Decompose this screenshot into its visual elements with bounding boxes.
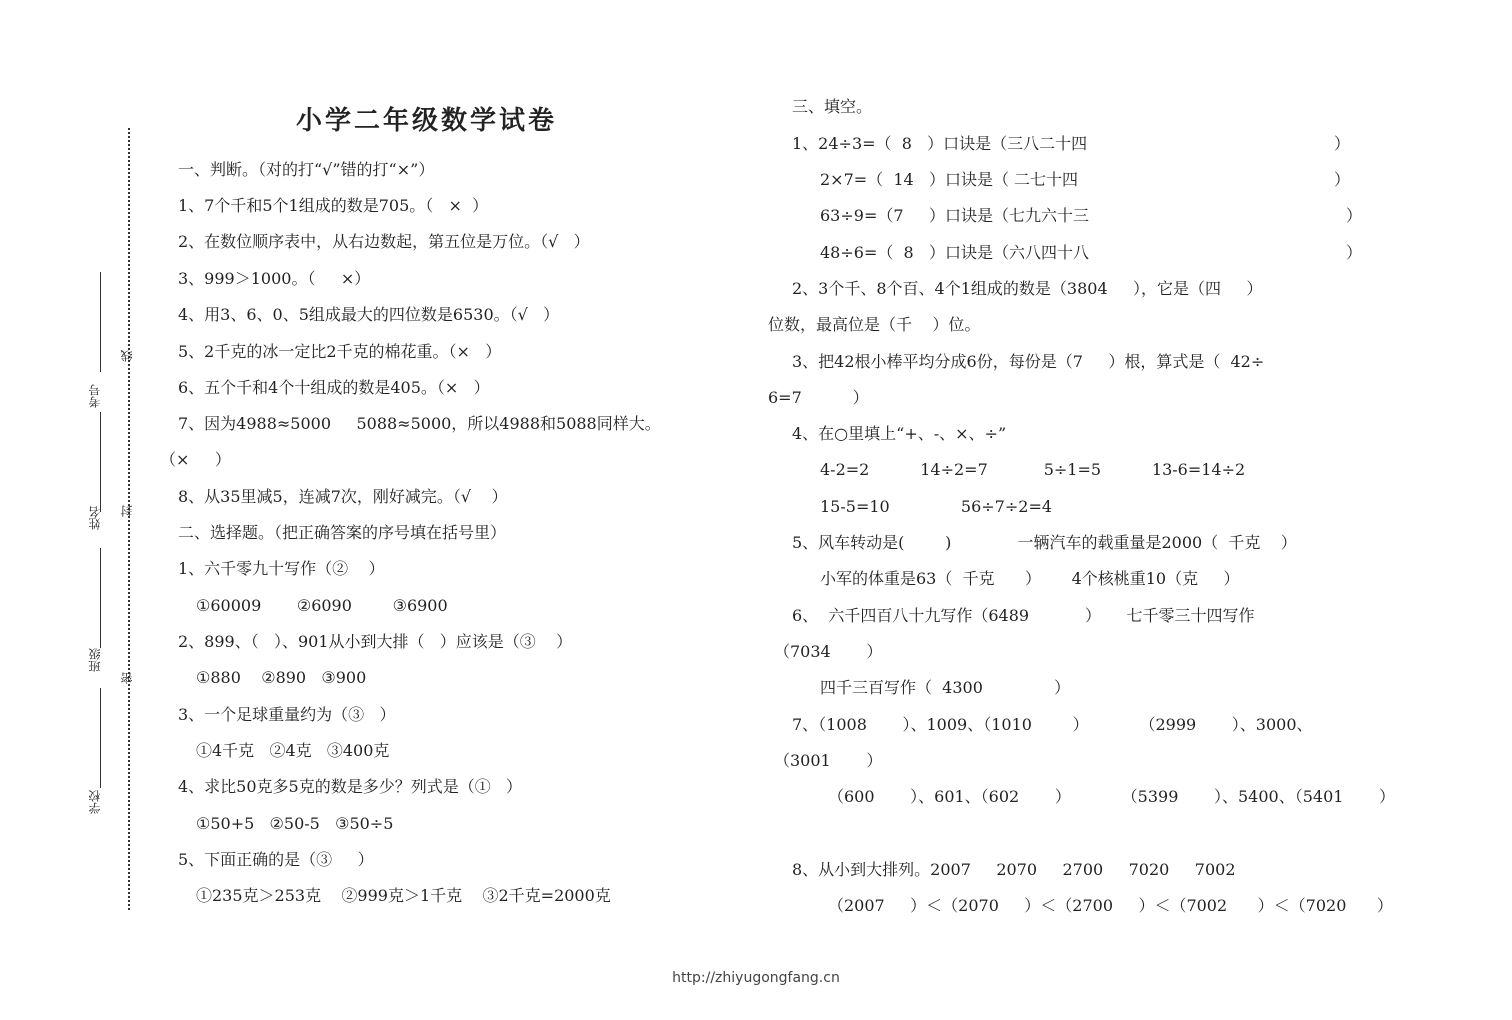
fill-q2-cont: 位数，最高位是（千 ）位。 bbox=[768, 315, 981, 334]
fill-q1-d-close: ） bbox=[1346, 243, 1363, 262]
fill-q3-cont: 6=7 ） bbox=[768, 388, 869, 407]
footer-url[interactable]: http://zhiyugongfang.cn bbox=[672, 970, 840, 986]
judge-q1: 1、7个千和5个1组成的数是705。（ × ） bbox=[178, 196, 489, 215]
choice-q2-options: ①880 ②890 ③900 bbox=[196, 668, 367, 687]
fill-q1-a: 1、24÷3=（ 8 ）口诀是（三八二十四 bbox=[792, 134, 1088, 153]
section-1-heading: 一、判断。（对的打“√”错的打“×”） bbox=[178, 160, 435, 179]
fill-q6-cont: （7034 ） bbox=[774, 642, 883, 661]
fill-q4-row2: 15-5=10 56÷7÷2=4 bbox=[820, 497, 1053, 516]
fill-q8-answer: （2007 ）＜（2070 ）＜（2700 ）＜（7002 ）＜（7020 ） bbox=[828, 896, 1393, 915]
seal-mark-secret: 密 bbox=[120, 672, 134, 684]
fill-q1-d: 48÷6=（ 8 ）口诀是（六八四十八 bbox=[820, 243, 1089, 262]
judge-q7: 7、因为4988≈5000 5088≈5000，所以4988和5088同样大。 bbox=[178, 414, 661, 433]
section-2-heading: 二、选择题。（把正确答案的序号填在括号里） bbox=[178, 523, 507, 542]
judge-q7-answer: （× ） bbox=[160, 450, 231, 469]
choice-q1: 1、六千零九十写作（② ） bbox=[178, 559, 385, 578]
fill-q4: 4、在○里填上“+、-、×、÷” bbox=[792, 424, 1007, 443]
judge-q6: 6、五个千和4个十组成的数是405。（× ） bbox=[178, 378, 490, 397]
seal-mark-seal: 封 bbox=[120, 505, 134, 517]
fill-q7: 7、（1008 ）、1009、（1010 ） （2999 ）、3000、 bbox=[792, 715, 1313, 734]
seal-mark-line: 线 bbox=[120, 350, 134, 362]
judge-q4: 4、用3、6、0、5组成最大的四位数是6530。（√ ） bbox=[178, 305, 560, 324]
school-line bbox=[100, 688, 101, 788]
choice-q5: 5、下面正确的是（③ ） bbox=[178, 850, 374, 869]
judge-q8: 8、从35里减5，连减7次，刚好减完。（√ ） bbox=[178, 487, 508, 506]
fill-q2: 2、3个千、8个百、4个1组成的数是（3804 ），它是（四 ） bbox=[792, 279, 1263, 298]
fill-q1-b-close: ） bbox=[1334, 170, 1351, 189]
fill-q4-row1: 4-2=2 14÷2=7 5÷1=5 13-6=14÷2 bbox=[820, 460, 1246, 479]
choice-q5-options: ①235克＞253克 ②999克＞1千克 ③2千克=2000克 bbox=[196, 886, 611, 905]
choice-q1-options: ①60009 ②6090 ③6900 bbox=[196, 596, 448, 615]
fill-q8: 8、从小到大排列。2007 2070 2700 7020 7002 bbox=[792, 860, 1236, 879]
fill-q3: 3、把42根小棒平均分成6份，每份是（7 ）根，算式是（ 42÷ bbox=[792, 352, 1265, 371]
choice-q4: 4、求比50克多5克的数是多少？列式是（① ） bbox=[178, 777, 522, 796]
exam-number-label: 考号 bbox=[88, 384, 102, 408]
name-line bbox=[100, 412, 101, 512]
judge-q2: 2、在数位顺序表中，从右边数起，第五位是万位。（√ ） bbox=[178, 232, 590, 251]
fill-q7-row2: （600 ）、601、（602 ） （5399 ）、5400、（5401 ） bbox=[828, 787, 1396, 806]
school-label: 学校 bbox=[88, 790, 102, 814]
exam-title: 小学二年级数学试卷 bbox=[296, 106, 558, 136]
class-line bbox=[100, 548, 101, 648]
choice-q2: 2、899、（ ）、901从小到大排（ ）应该是（③ ） bbox=[178, 632, 573, 651]
choice-q4-options: ①50+5 ②50-5 ③50÷5 bbox=[196, 814, 394, 833]
judge-q5: 5、2千克的冰一定比2千克的棉花重。（× ） bbox=[178, 342, 502, 361]
exam-number-line bbox=[100, 272, 101, 372]
choice-q3: 3、一个足球重量约为（③ ） bbox=[178, 705, 396, 724]
fill-q5-row2: 小军的体重是63（ 千克 ） 4个核桃重10（克 ） bbox=[820, 569, 1240, 588]
binding-dotted-line bbox=[128, 128, 130, 910]
fill-q1-a-close: ） bbox=[1334, 134, 1351, 153]
section-3-heading: 三、填空。 bbox=[792, 97, 873, 116]
choice-q3-options: ①4千克 ②4克 ③400克 bbox=[196, 741, 390, 760]
fill-q1-c: 63÷9=（7 ）口诀是（七九六十三 bbox=[820, 206, 1089, 225]
class-label: 班级 bbox=[88, 648, 102, 672]
fill-q6: 6、 六千四百八十九写作（6489 ） 七千零三十四写作 bbox=[792, 606, 1255, 625]
fill-q5: 5、风车转动是( ) 一辆汽车的载重量是2000（ 千克 ） bbox=[792, 533, 1297, 552]
fill-q6-row2: 四千三百写作（ 4300 ） bbox=[820, 678, 1071, 697]
judge-q3: 3、999＞1000。（ ×） bbox=[178, 269, 371, 288]
name-label: 姓名 bbox=[88, 506, 102, 530]
fill-q1-c-close: ） bbox=[1346, 206, 1363, 225]
fill-q1-b: 2×7=（ 14 ）口诀是（ 二七十四 bbox=[820, 170, 1079, 189]
fill-q7-cont: （3001 ） bbox=[774, 751, 883, 770]
